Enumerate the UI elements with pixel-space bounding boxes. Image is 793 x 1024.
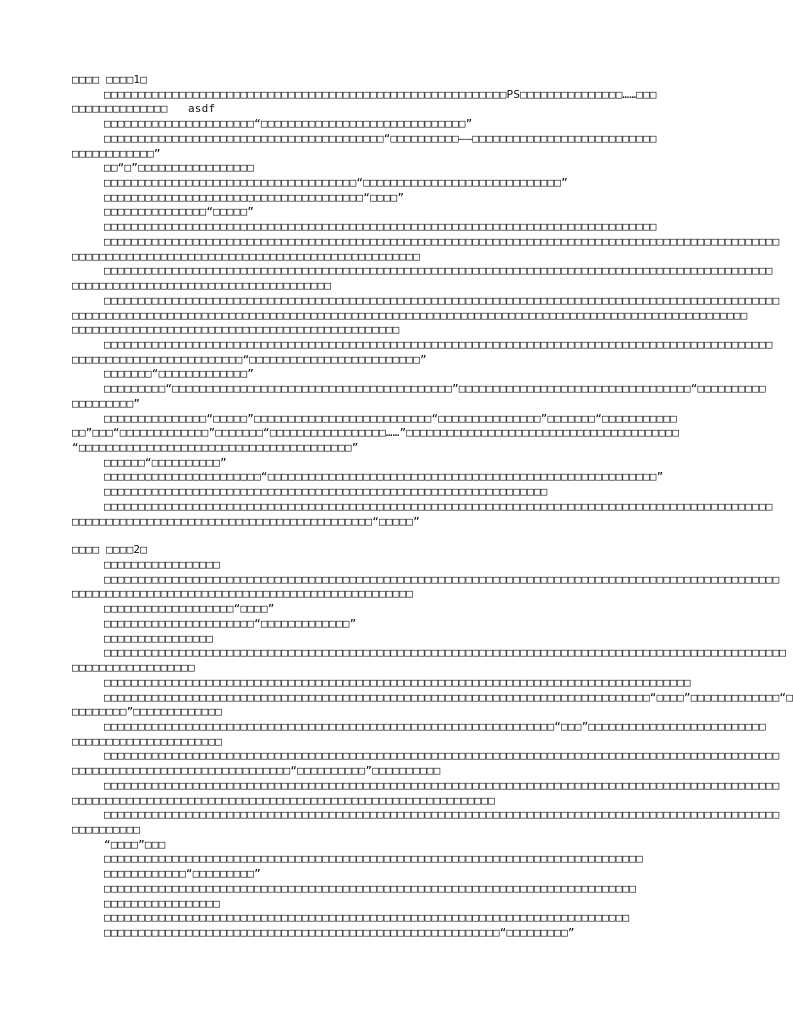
paragraph-line: □□□□□□□□□□□□□□□□□□□□□□ [72, 734, 223, 748]
paragraph-line-first: □□□□□□□□□□□□□□□□□□□□□□□□□□□□□□□□□□□□□□□□□□□□□□□□□□□□□□□□□□□□□□□□□□□□□□□□□□□□□□□□□□□□□□□□□□□□□□□□□□□ [104, 749, 780, 763]
paragraph-line: □□”□□□“□□□□□□□□□□□□□”□□□□□□□“□□□□□□□□□□□□□□□□□……”□□□□□□□□□□□□□□□□□□□□□□□□□□□□□□□□□□□□□□□□ [72, 426, 680, 440]
paragraph-line-first: □□□□□□□□□□□□□□□□□□□□□□□“□□□□□□□□□□□□□□□□□□□□□□□□□□□□□□□□□□□□□□□□□□□□□□□□□□□□□□□□□” [104, 470, 664, 484]
paragraph-line-first: □□□□□□□□□□□□□□□□□□□□□□□□□□□□□□□□□□□□□□□□□□□□□□□□□□□□□□□□□□□□□□□□□□□□□□□□□□□□□□□□□□□□□□□□□□□□□□□□□□□ [104, 234, 780, 248]
paragraph-line: □□□□□□□□□□□□□□□□□□ [72, 661, 195, 675]
paragraph-line: □□□□□□□□”□□□□□□□□□□□□□ [72, 705, 223, 719]
paragraph-line-first: □□□□□□□□□□□□□□□□□□□□□□□□□□□□□□□□□□□□□□□□□□□□□□□□□□□□□□□□□□□□□□□□□□□□□□□□□□□□□□□□“□□□□”□□□□□□□□□□□□□“□ [104, 690, 793, 704]
paragraph-line-first: □□□□□□□“□□□□□□□□□□□□□” [104, 367, 255, 381]
paragraph-line-first: □□□□□□□□□□□□□□□□□□□□□□□□□□□□□□□□□□□□□“□□□□□□□□□□□□□□□□□□□□□□□□□□□□□” [104, 176, 568, 190]
paragraph-line: □□□□□□□□□□□□□□□□□□□□□□□□□□□□□□□□“□□□□□□□□□□”□□□□□□□□□□ [72, 764, 441, 778]
paragraph-line-first: □□□□□□□□□□□□□□□□□□□□□□□□□□□□□□□□□□□□□□“□□□□” [104, 190, 405, 204]
paragraph-line: □□□□□□□□□□□□□□□□□□□□□□□□□“□□□□□□□□□□□□□□□□□□□□□□□□□” [72, 352, 427, 366]
paragraph-line-first: □□□□□□□□□□□□□□□□□□□□□□□□□□□□□□□□□□□□□□□□□□□□□□□□□□□□□□□□□□□□□□□□□□□□□□□□□□□□□□□□□□□□□□□□□□□□□□□□□□ [104, 499, 773, 513]
paragraph-line-first: □□□□□□□□□□□□□□□□□□□□□□□□□□□□□□□□□□□□□□□□□□□□□□□□□□□□□□□□□□□□□□□□□□□□□□□□□□□□□□□□□□□□□□□□□□□□□□□□□□□□ [104, 646, 787, 660]
paragraph-line-first: □□□□□□□□□□□□□□□□□ [104, 558, 220, 572]
paragraph-line-first: □□□□□□□□□□□□□□□□□□□□□□“□□□□□□□□□□□□□” [104, 616, 357, 630]
paragraph-line-first: “□□□□”□□□ [104, 837, 166, 851]
paragraph-line: □□□□□□□□□□□□□□□□□□□□□□□□□□□□□□□□□□□□□□□□□□□□□□□□□□□□□□□□□□□□□□ [72, 793, 495, 807]
paragraph-line-first: □□□□□□□□□□□□□□□□□ [104, 896, 220, 910]
paragraph-line: □□□□□□□□□□□□□□□□□□□□□□□□□□□□□□□□□□□□□□ [72, 279, 332, 293]
paragraph-line: □□□□□□□□□□ [72, 823, 141, 836]
paragraph-line: □□□□□□□□□□□□□□ asdf [72, 102, 216, 116]
paragraph-line-first: □□□□□□□□□□□□□□□□□□□□□□□□□□□□□□□□□□□□□□□□□□□□□□□□□□□□□□□□□□□□□□□□□□□□□□□□□□□□□□□□□□□□□□□□□□□□□□□□□□□ [104, 778, 780, 792]
paragraph-line-first: □□□□□□□□□□□□“□□□□□□□□□” [104, 867, 261, 881]
paragraph-line-first: □□“□”□□□□□□□□□□□□□□□□□ [104, 161, 255, 175]
paragraph-line: “□□□□□□□□□□□□□□□□□□□□□□□□□□□□□□□□□□□□□□□□” [72, 441, 359, 454]
paragraph-line: □□□□□□□□□□□□□□□□□□□□□□□□□□□□□□□□□□□□□□□□□□□□“□□□□□” [72, 514, 420, 528]
paragraph-line-first: □□□□□□□□□□□□□□□□□□□□□□□□□□□□□□□□□□□□□□□□□□□□□□□□□□□□□□□□□□□□□□□□□□“□□□”□□□□□□□□□□□□□□□□□□□□□□□□□□ [104, 719, 766, 733]
paragraph-line-first: □□□□□□“□□□□□□□□□□” [104, 455, 227, 469]
paragraph-line-first: □□□□□□□□□□□□□□□□□□□□□□□□□□□□□□□□□□□□□□□□□□□□□□□□□□□□□□□□□□“□□□□□□□□□” [104, 926, 575, 940]
paragraph-line: □□□□□□□□□□□□□□□□□□□□□□□□□□□□□□□□□□□□□□□□□□□□□□□□□□□□□□□□□□□□□□□□□□□□□□□□□□□□□□□□□□□□□□□□□□□□□□□□□□□ [72, 308, 748, 322]
paragraph-line-first: □□□□□□□□□□□□□□□□□□□□□□“□□□□□□□□□□□□□□□□□□□□□□□□□□□□□□” [104, 117, 473, 131]
paragraph-line-first: □□□□□□□□□□□□□□□□□□□□□□□□□□□□□□□□□□□□□□□□□□□□□□□□□□□□□□□□□□□□□□□□□□□□□□□□□□□□□ [104, 911, 630, 925]
paragraph-line-first: □□□□□□□□□□□□□□□□□□□□□□□□□□□□□□□□□□□□□□□□□□□□□□□□□□□□□□□□□□□□□□□□□□□□□□□□□□□□□□□□□□□□□□□□□□□□□□□□□□□ [104, 572, 780, 586]
paragraph-line-first: □□□□□□□□□□□□□□□□□□□□□□□□□□□□□□□□□□□□□□□□□□□□□□□□□□□□□□□□□□□□□□□□□□□□□□□□□□□□□□□ [104, 852, 643, 866]
section-heading: □□□□ □□□□1□ [72, 73, 148, 86]
paragraph-line: □□□□□□□□□” [72, 396, 141, 410]
paragraph-line-first: □□□□□□□□□□□□□□□□□□□□□□□□□□□□□□□□□□□□□□□□□□□□□□□□□□□□□□□□□□□□□□□□□□□□□□□□□□□□□□□□□ [104, 220, 657, 234]
paragraph-line-first: □□□□□□□□□□□□□□□□□□□“□□□□” [104, 602, 275, 616]
paragraph-line-first: □□□□□□□□□□□□□□□“□□□□□” [104, 205, 255, 219]
paragraph-line-first: □□□□□□□□□□□□□□□□□□□□□□□□□□□□□□□□□□□□□□□□□□□□□□□□□□□□□□□□□□□□□□□□□ [104, 485, 548, 499]
paragraph-line-first: □□□□□□□□□□□□□□□□□□□□□□□□□□□□□□□□□□□□□□□□□□□□□□□□□□□□□□□□□□□□□□□□□□□□□□□□□□□□□□ [104, 881, 637, 895]
paragraph-line-first: □□□□□□□□□□□□□□□□□□□□□□□□□□□□□□□□□□□□□□□□□□□□□□□□□□□□□□□□□□□□□□□□□□□□□□□□□□□□□□□□□□□□□□ [104, 675, 691, 689]
paragraph-line-first: □□□□□□□□□□□□□□□□□□□□□□□□□□□□□□□□□□□□□□□□□□□□□□□□□□□□□□□□□□□□□□□□□□□□□□□□□□□□□□□□□□□□□□□□□□□□□□□□□□ [104, 337, 773, 351]
paragraph-line: □□□□□□□□□□□□□□□□□□□□□□□□□□□□□□□□□□□□□□□□□□□□□□□□□□ [72, 587, 414, 601]
paragraph-line-first: □□□□□□□□□□□□□□□□□□□□□□□□□□□□□□□□□□□□□□□□□□□□□□□□□□□□□□□□□□□□□□□□□□□□□□□□□□□□□□□□□□□□□□□□□□□□□□□□□□□ [104, 808, 780, 822]
paragraph-line-first: □□□□□□□□□□□□□□□□□□□□□□□□□□□□□□□□□□□□□□□□□□□□□□□□□□□□□□□□□□□PS□□□□□□□□□□□□□□□……□□□ [104, 87, 657, 101]
paragraph-line-first: □□□□□□□□□“□□□□□□□□□□□□□□□□□□□□□□□□□□□□□□□□□□□□□□□□□”□□□□□□□□□□□□□□□□□□□□□□□□□□□□□□□□□□“□□□□□□□□□□ [104, 382, 766, 396]
paragraph-line-first: □□□□□□□□□□□□□□□□□□□□□□□□□□□□□□□□□□□□□□□□□“□□□□□□□□□□——□□□□□□□□□□□□□□□□□□□□□□□□□□□ [104, 131, 657, 145]
paragraph-line: □□□□□□□□□□□□” [72, 146, 161, 160]
paragraph-line: □□□□□□□□□□□□□□□□□□□□□□□□□□□□□□□□□□□□□□□□□□□□□□□□□□□ [72, 249, 420, 263]
paragraph-line-first: □□□□□□□□□□□□□□□□ [104, 631, 214, 645]
section-heading: □□□□ □□□□2□ [72, 543, 148, 557]
paragraph-line-first: □□□□□□□□□□□□□□□“□□□□□”□□□□□□□□□□□□□□□□□□□□□□□□□□“□□□□□□□□□□□□□□□”□□□□□□□“□□□□□□□□□□□ [104, 411, 678, 425]
paragraph-line-first: □□□□□□□□□□□□□□□□□□□□□□□□□□□□□□□□□□□□□□□□□□□□□□□□□□□□□□□□□□□□□□□□□□□□□□□□□□□□□□□□□□□□□□□□□□□□□□□□□□□ [104, 293, 780, 307]
paragraph-line: □□□□□□□□□□□□□□□□□□□□□□□□□□□□□□□□□□□□□□□□□□□□□□□□ [72, 323, 400, 337]
paragraph-line-first: □□□□□□□□□□□□□□□□□□□□□□□□□□□□□□□□□□□□□□□□□□□□□□□□□□□□□□□□□□□□□□□□□□□□□□□□□□□□□□□□□□□□□□□□□□□□□□□□□□ [104, 264, 773, 278]
